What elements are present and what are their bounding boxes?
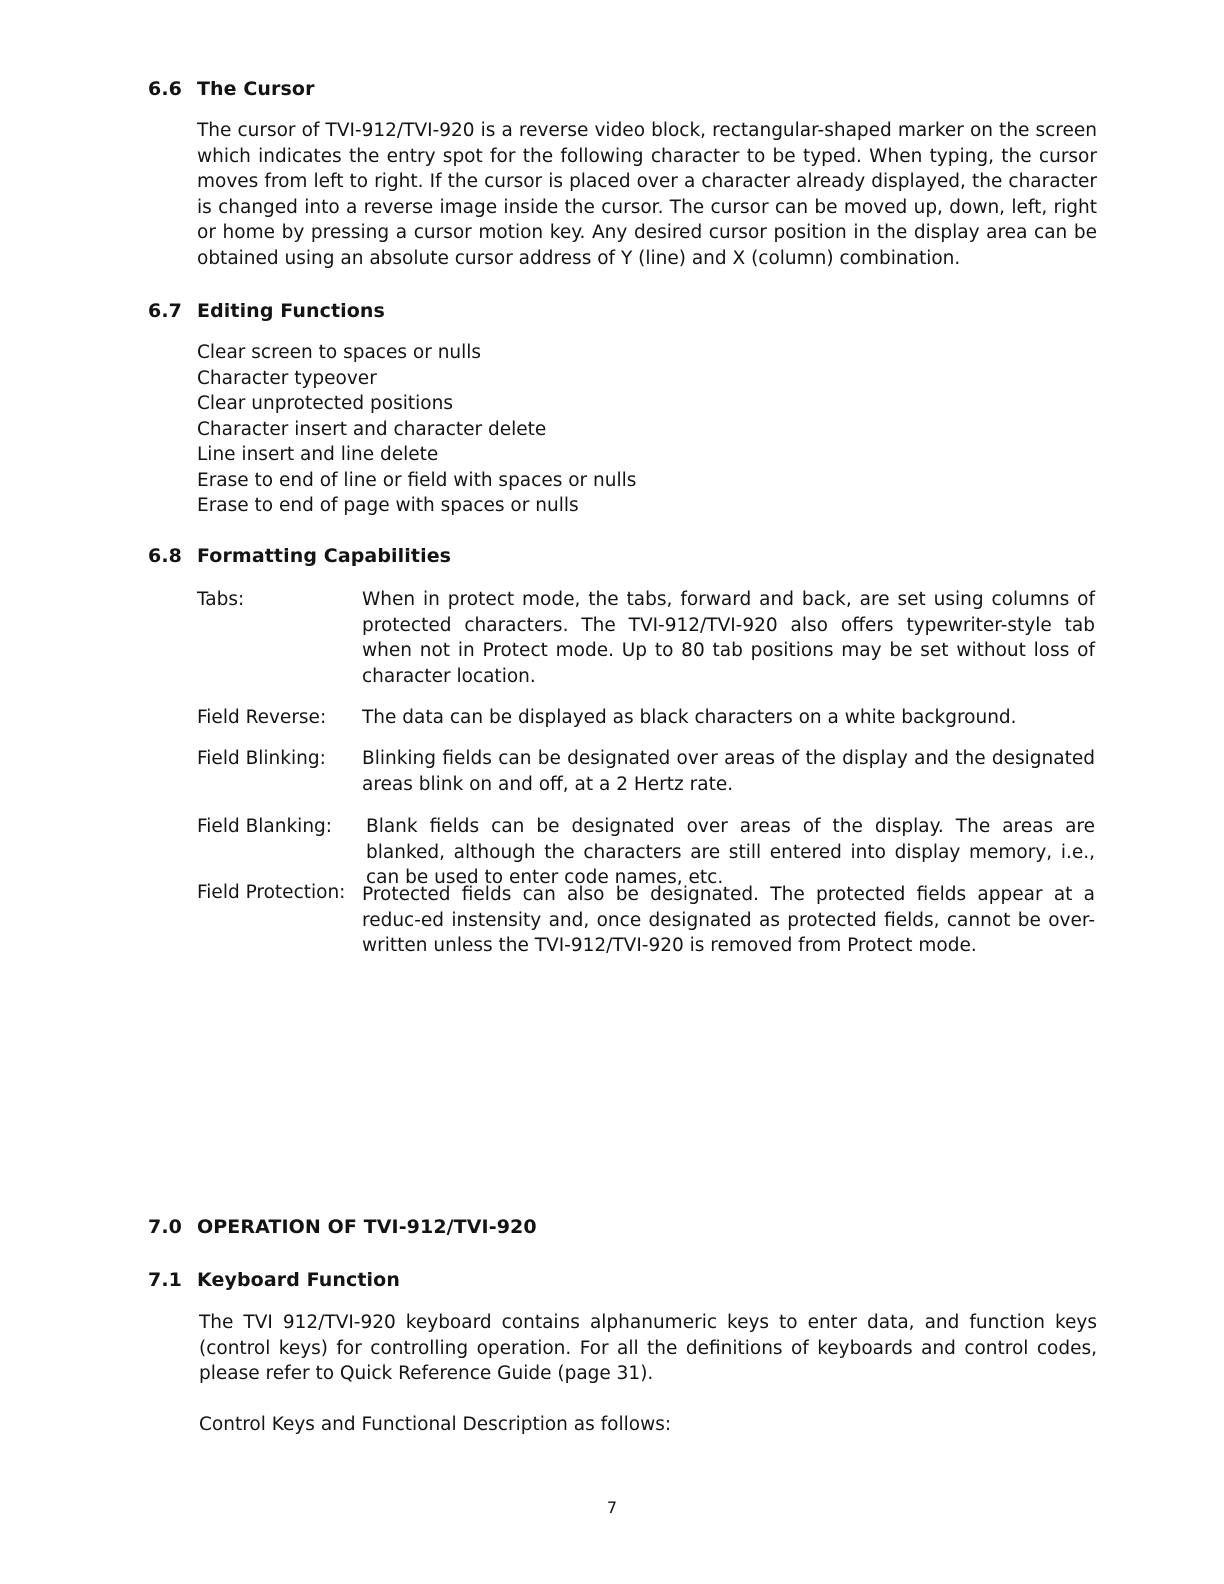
term-tabs: Tabs:	[197, 589, 245, 610]
section-number: 6.7	[148, 300, 182, 322]
term-field-reverse: Field Reverse:	[197, 707, 327, 728]
section-title: OPERATION OF TVI-912/TVI-920	[197, 1216, 537, 1238]
list-item: Erase to end of page with spaces or nulls	[197, 495, 579, 516]
list-item: Clear screen to spaces or nulls	[197, 342, 482, 363]
section-heading-6-7	[148, 300, 385, 322]
section-title: Keyboard Function	[197, 1269, 400, 1291]
section-heading-7-0	[148, 1216, 537, 1238]
control-keys-intro: Control Keys and Functional Description as follows:	[199, 1414, 672, 1435]
definition-tabs: When in protect mode, the tabs, forward and back, are set using columns of protected characters. The TVI-912/TVI-920 also offers typewriter-style tab when not in Protect mode. Up to 80 tab positions may be set without loss of character location.	[362, 589, 1095, 687]
definition-field-blanking: Blank fields can be designated over areas of the display. The areas are blanked, although the characters are still entered into display memory, i.e., can be used to enter code names, etc.	[366, 816, 1095, 888]
editing-functions-list	[197, 340, 636, 519]
keyboard-paragraph: The TVI 912/TVI-920 keyboard contains alphanumeric keys to enter data, and function keys (control keys) for controlling operation. For all the definitions of keyboards and control codes, please refer to Quick Reference Guide (page 31).	[199, 1312, 1097, 1384]
section-number: 7.1	[148, 1269, 182, 1291]
definition-field-blinking: Blinking fields can be designated over areas of the display and the designated areas blink on and off, at a 2 Hertz rate.	[362, 748, 1095, 795]
list-item: Line insert and line delete	[197, 444, 439, 465]
page-number: 7	[606, 1498, 618, 1517]
definition-field-protection: Protected fields can also be designated. The protected fields appear at a reduc-ed instensity and, once designated as protected fields, cannot be over-written unless the TVI-912/TVI-920 is removed from Protect mode.	[362, 884, 1095, 956]
cursor-paragraph: The cursor of TVI-912/TVI-920 is a reverse video block, rectangular-shaped marker on the screen which indicates the entry spot for the following character to be typed. When typing, the cursor moves from left to right. If the cursor is placed over a character already displayed, the character is changed into a reverse image inside the cursor. The cursor can be moved up, down, left, right or home by pressing a cursor motion key. Any desired cursor position in the display area can be obtained using an absolute cursor address of Y (line) and X (column) combination.	[197, 120, 1097, 269]
section-title: Editing Functions	[197, 300, 385, 322]
section-number: 6.6	[148, 78, 182, 100]
section-title: Formatting Capabilities	[197, 545, 452, 567]
list-item: Character typeover	[197, 367, 377, 389]
section-title: The Cursor	[197, 78, 315, 100]
list-item: Character insert and character delete	[197, 418, 547, 440]
list-item: Clear unprotected positions	[197, 393, 453, 414]
term-field-protection: Field Protection:	[197, 882, 346, 903]
term-field-blanking: Field Blanking:	[197, 816, 333, 837]
section-heading-6-8	[148, 545, 451, 567]
list-item: Erase to end of line or field with spaces or nulls	[197, 469, 637, 491]
section-heading-6-6	[148, 78, 315, 100]
section-number: 6.8	[148, 545, 182, 567]
term-field-blinking: Field Blinking:	[197, 748, 326, 769]
section-heading-7-1	[148, 1269, 400, 1291]
definition-field-reverse: The data can be displayed as black characters on a white background.	[362, 707, 1017, 728]
section-number: 7.0	[148, 1216, 182, 1238]
